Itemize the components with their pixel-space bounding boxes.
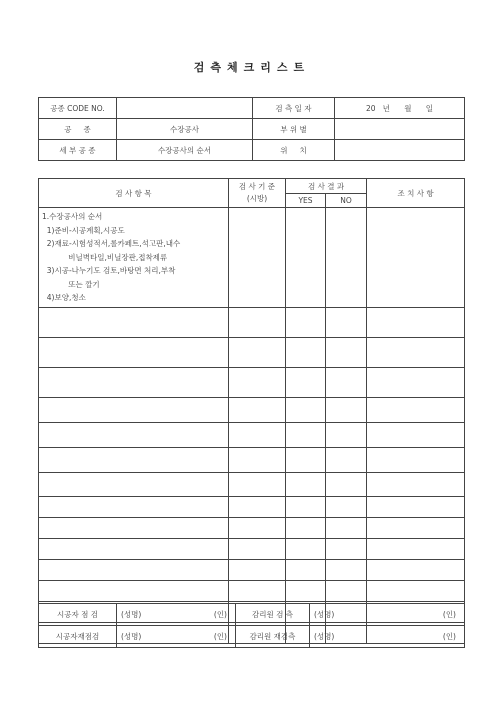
item-cell[interactable] <box>39 367 229 397</box>
action-header: 조 치 사 항 <box>367 179 465 208</box>
detail-value[interactable]: 수장공사의 순서 <box>117 140 253 161</box>
action-cell[interactable] <box>367 337 465 367</box>
inspection-row <box>39 559 465 580</box>
yes-cell[interactable] <box>286 397 326 422</box>
no-cell[interactable] <box>326 208 367 308</box>
standard-cell[interactable] <box>229 538 286 559</box>
action-cell[interactable] <box>367 538 465 559</box>
contractor-recheck-name[interactable]: (성명) <box>117 626 177 648</box>
supervisor-inspect-seal[interactable]: (인) <box>385 604 465 626</box>
yes-header: YES <box>286 194 326 208</box>
no-header: NO <box>326 194 367 208</box>
standard-cell[interactable] <box>229 472 286 496</box>
item-cell[interactable] <box>39 307 229 337</box>
yes-cell[interactable] <box>286 422 326 447</box>
contractor-check-seal[interactable]: (인) <box>177 604 236 626</box>
signature-table <box>38 603 465 648</box>
inspection-row <box>39 307 465 337</box>
standard-cell[interactable] <box>229 580 286 601</box>
no-cell[interactable] <box>326 307 367 337</box>
action-cell[interactable] <box>367 496 465 517</box>
action-cell[interactable] <box>367 472 465 496</box>
no-cell[interactable] <box>326 447 367 472</box>
contractor-check-label: 시공자 점 검 <box>39 604 117 626</box>
inspection-row <box>39 538 465 559</box>
no-cell[interactable] <box>326 397 367 422</box>
code-label: 공종 CODE NO. <box>39 98 117 119</box>
item-line: 비닐벽타일,비닐장판,접착제류 <box>42 252 168 262</box>
item-line: 3)시공-나누기도 검토,바탕면 처리,부착 <box>42 266 176 275</box>
supervisor-reinspect-seal[interactable]: (인) <box>385 626 465 648</box>
work-value[interactable]: 수장공사 <box>117 119 253 140</box>
item-line: 1.수장공사의 순서 <box>42 212 103 221</box>
inspection-row <box>39 422 465 447</box>
inspection-row <box>39 496 465 517</box>
no-cell[interactable] <box>326 496 367 517</box>
part-value[interactable] <box>335 119 465 140</box>
contractor-recheck-seal[interactable]: (인) <box>177 626 236 648</box>
supervisor-reinspect-name[interactable]: (성명) <box>310 626 385 648</box>
standard-cell[interactable] <box>229 337 286 367</box>
yes-cell[interactable] <box>286 517 326 538</box>
standard-cell[interactable] <box>229 447 286 472</box>
location-label: 위 치 <box>253 140 335 161</box>
part-label: 부 위 별 <box>253 119 335 140</box>
standard-cell[interactable] <box>229 422 286 447</box>
item-cell[interactable] <box>39 496 229 517</box>
item-cell[interactable] <box>39 337 229 367</box>
inspection-row <box>39 517 465 538</box>
standard-header-label: 검 사 기 준 <box>238 182 276 191</box>
action-cell[interactable] <box>367 397 465 422</box>
standard-cell[interactable] <box>229 307 286 337</box>
item-line: 4)보양,청소 <box>42 293 86 302</box>
signature-row-2 <box>39 626 465 648</box>
standard-header-sub: (시방) <box>246 194 268 203</box>
item-line: 또는 깔기 <box>42 279 100 289</box>
item-line: 2)재료-시험성적서,롤카페트,석고판,내수 <box>42 239 181 248</box>
result-header: 검 사 결 과 <box>286 179 367 194</box>
yes-cell[interactable] <box>286 208 326 308</box>
inspection-row <box>39 397 465 422</box>
action-cell[interactable] <box>367 208 465 308</box>
standard-cell[interactable] <box>229 208 286 308</box>
no-cell[interactable] <box>326 517 367 538</box>
date-value[interactable]: 20 년 월 일 <box>335 98 465 119</box>
standard-header <box>229 179 286 208</box>
inspection-table <box>38 178 465 644</box>
no-cell[interactable] <box>326 580 367 601</box>
yes-cell[interactable] <box>286 538 326 559</box>
action-cell[interactable] <box>367 559 465 580</box>
item-cell[interactable] <box>39 472 229 496</box>
yes-cell[interactable] <box>286 307 326 337</box>
yes-cell[interactable] <box>286 580 326 601</box>
no-cell[interactable] <box>326 472 367 496</box>
standard-cell[interactable] <box>229 367 286 397</box>
document-title: 검측체크리스트 <box>193 61 311 74</box>
no-cell[interactable] <box>326 559 367 580</box>
supervisor-inspect-name[interactable]: (성명) <box>310 604 385 626</box>
item-cell[interactable] <box>39 580 229 601</box>
action-cell[interactable] <box>367 517 465 538</box>
work-label: 공 종 <box>39 119 117 140</box>
inspection-row <box>39 337 465 367</box>
no-cell[interactable] <box>326 538 367 559</box>
inspection-row <box>39 472 465 496</box>
action-cell[interactable] <box>367 422 465 447</box>
code-value[interactable] <box>117 98 253 119</box>
standard-cell[interactable] <box>229 397 286 422</box>
yes-cell[interactable] <box>286 447 326 472</box>
date-label: 검 측 일 자 <box>253 98 335 119</box>
header-row-detail <box>39 140 465 161</box>
supervisor-reinspect-label: 감리원 재검측 <box>236 626 310 648</box>
action-cell[interactable] <box>367 367 465 397</box>
yes-cell[interactable] <box>286 337 326 367</box>
inspection-row <box>39 447 465 472</box>
inspection-row <box>39 367 465 397</box>
header-row-code <box>39 98 465 119</box>
no-cell[interactable] <box>326 367 367 397</box>
standard-cell[interactable] <box>229 496 286 517</box>
contractor-recheck-label: 시공자재점검 <box>39 626 117 648</box>
yes-cell[interactable] <box>286 472 326 496</box>
yes-cell[interactable] <box>286 559 326 580</box>
no-cell[interactable] <box>326 422 367 447</box>
header-row-work <box>39 119 465 140</box>
inspection-header-row <box>39 179 465 194</box>
item-cell[interactable] <box>39 538 229 559</box>
action-cell[interactable] <box>367 447 465 472</box>
signature-row-1 <box>39 604 465 626</box>
standard-cell[interactable] <box>229 517 286 538</box>
item-cell[interactable] <box>39 517 229 538</box>
standard-cell[interactable] <box>229 559 286 580</box>
items-header: 검 사 항 목 <box>39 179 229 208</box>
item-cell[interactable] <box>39 447 229 472</box>
no-cell[interactable] <box>326 337 367 367</box>
supervisor-inspect-label: 감리원 검 측 <box>236 604 310 626</box>
action-cell[interactable] <box>367 307 465 337</box>
contractor-check-name[interactable]: (성명) <box>117 604 177 626</box>
items-list <box>39 208 229 308</box>
item-cell[interactable] <box>39 559 229 580</box>
item-cell[interactable] <box>39 397 229 422</box>
item-cell[interactable] <box>39 422 229 447</box>
action-cell[interactable] <box>367 580 465 601</box>
detail-label: 세 부 공 종 <box>39 140 117 161</box>
inspection-row <box>39 208 465 308</box>
header-info-table <box>38 97 465 161</box>
inspection-row <box>39 580 465 601</box>
yes-cell[interactable] <box>286 367 326 397</box>
item-line: 1)준비-시공계획,시공도 <box>42 225 125 235</box>
yes-cell[interactable] <box>286 496 326 517</box>
location-value[interactable] <box>335 140 465 161</box>
